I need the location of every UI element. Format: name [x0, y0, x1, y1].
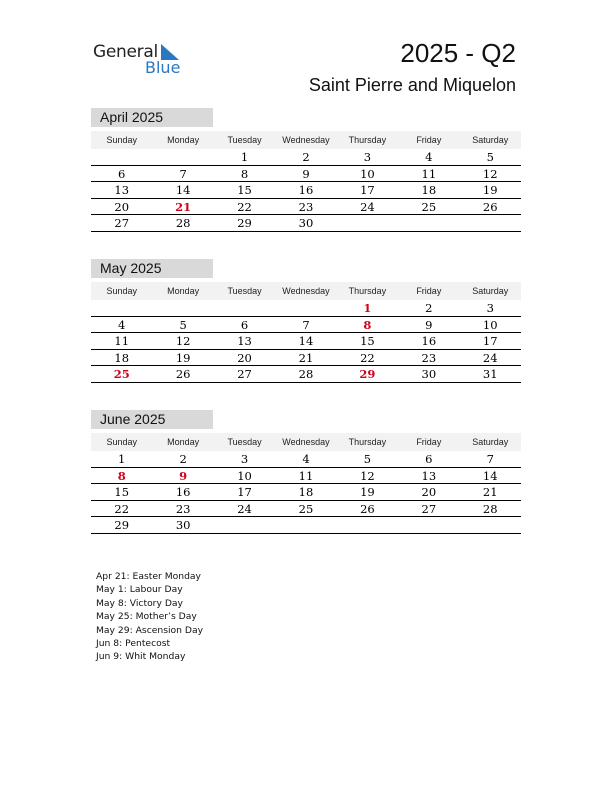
day-cell: 2 — [302, 150, 310, 164]
day-cell: 22 — [237, 199, 252, 214]
day-cell: 15 — [360, 334, 375, 349]
weekday-label: Wednesday — [282, 286, 330, 296]
day-cell — [152, 149, 213, 165]
day-cell: 5 — [363, 452, 372, 466]
day-cell: 15 — [114, 485, 130, 500]
day-cell — [91, 149, 152, 165]
holiday-note: May 1: Labour Day — [96, 584, 183, 596]
day-cell: 28 — [175, 216, 191, 231]
logo — [93, 40, 193, 80]
day-cell: 9 — [302, 166, 310, 181]
day-cell: 20 — [237, 350, 252, 365]
day-cell: 4 — [425, 150, 433, 164]
day-cell — [152, 300, 213, 316]
weekday-label: Saturday — [472, 286, 509, 296]
day-cell: 24 — [360, 199, 375, 214]
day-cell: 18 — [114, 350, 130, 365]
weekday-label: Sunday — [106, 135, 137, 145]
week-row — [91, 501, 521, 518]
weekday-header-row — [91, 282, 521, 300]
day-cell: 7 — [486, 452, 494, 466]
day-cell: 26 — [482, 199, 498, 214]
day-cell — [398, 215, 459, 231]
day-cell: 13 — [114, 183, 130, 198]
month-calendar — [91, 410, 521, 534]
weekday-label: Monday — [167, 135, 200, 145]
day-cell — [337, 517, 398, 533]
day-cell — [214, 300, 275, 316]
day-cell: 21 — [298, 350, 314, 365]
day-cell: 15 — [237, 183, 252, 198]
day-cell: 20 — [114, 199, 130, 214]
day-cell: 16 — [421, 334, 437, 349]
day-cell: 7 — [179, 166, 187, 181]
week-row — [91, 366, 521, 383]
day-cell — [91, 300, 152, 316]
day-cell — [275, 517, 336, 533]
day-cell: 12 — [175, 334, 191, 349]
month-calendar — [91, 108, 521, 232]
holiday-note: May 25: Mother’s Day — [96, 611, 197, 623]
day-cell: 31 — [482, 367, 498, 382]
day-cell: 30 — [298, 216, 314, 231]
weekday-label: Saturday — [472, 135, 509, 145]
weekday-label: Sunday — [106, 437, 137, 447]
day-cell: 4 — [118, 317, 126, 332]
day-cell: 18 — [421, 183, 437, 198]
holiday-day-cell: 8 — [117, 468, 126, 483]
day-cell: 23 — [175, 501, 191, 516]
weekday-header-row — [91, 131, 521, 149]
holiday-note: May 29: Ascension Day — [96, 624, 204, 636]
day-cell: 5 — [179, 317, 187, 332]
holiday-note: Jun 9: Whit Monday — [96, 651, 186, 663]
day-cell — [337, 215, 398, 231]
day-cell: 9 — [425, 317, 433, 332]
day-cell: 14 — [175, 183, 191, 198]
weekday-header-row — [91, 433, 521, 451]
weekday-label: Saturday — [472, 437, 509, 447]
day-cell: 27 — [114, 216, 130, 231]
day-cell — [460, 215, 521, 231]
logo-blue-text: Blue — [145, 58, 181, 77]
day-cell: 26 — [360, 501, 375, 516]
week-row — [91, 451, 521, 468]
day-cell: 10 — [360, 166, 375, 181]
holiday-note: May 8: Victory Day — [96, 597, 183, 609]
day-cell: 6 — [118, 166, 126, 181]
day-cell: 17 — [482, 334, 498, 349]
holiday-day-cell: 9 — [179, 468, 188, 483]
day-cell: 23 — [298, 199, 314, 214]
day-cell: 2 — [179, 452, 187, 466]
day-cell: 30 — [421, 367, 437, 382]
day-cell: 3 — [486, 301, 494, 315]
day-cell: 22 — [360, 350, 375, 365]
day-cell — [275, 300, 336, 316]
day-cell: 12 — [360, 468, 375, 483]
day-cell: 19 — [482, 183, 498, 198]
week-row — [91, 215, 521, 232]
day-cell: 25 — [298, 501, 314, 516]
week-row — [91, 317, 521, 334]
weekday-label: Friday — [416, 437, 442, 447]
day-cell: 25 — [421, 199, 437, 214]
day-cell: 7 — [302, 317, 310, 332]
holiday-note: Apr 21: Easter Monday — [96, 571, 201, 582]
day-cell: 11 — [114, 334, 130, 349]
day-cell: 1 — [240, 150, 249, 164]
page-title: 2025 - Q2 — [400, 38, 516, 68]
weekday-label: Tuesday — [227, 135, 262, 145]
day-cell: 27 — [421, 501, 437, 516]
day-cell: 10 — [482, 317, 498, 332]
day-cell: 5 — [486, 150, 494, 164]
day-cell: 29 — [114, 518, 130, 533]
day-cell: 11 — [421, 166, 437, 181]
weekday-label: Wednesday — [282, 437, 330, 447]
day-cell: 22 — [114, 501, 130, 516]
day-cell: 18 — [298, 485, 314, 500]
month-label: June 2025 — [91, 410, 213, 429]
holiday-day-cell: 8 — [363, 317, 372, 332]
day-cell: 28 — [482, 501, 498, 516]
day-cell: 27 — [237, 367, 252, 382]
weekday-label: Monday — [167, 437, 200, 447]
week-row — [91, 350, 521, 367]
day-cell: 11 — [298, 468, 314, 483]
day-cell: 17 — [360, 183, 375, 198]
day-cell — [398, 517, 459, 533]
week-row — [91, 199, 521, 216]
day-cell: 16 — [175, 485, 191, 500]
holiday-day-cell: 25 — [113, 367, 130, 382]
week-row — [91, 149, 521, 166]
week-row — [91, 300, 521, 317]
day-cell: 17 — [237, 485, 252, 500]
day-cell: 12 — [482, 166, 498, 181]
weekday-label: Thursday — [348, 437, 387, 447]
week-row — [91, 166, 521, 183]
weekday-label: Friday — [416, 135, 442, 145]
weekday-label: Wednesday — [282, 135, 330, 145]
week-row — [91, 468, 521, 485]
day-cell: 29 — [237, 216, 252, 231]
day-cell — [214, 517, 275, 533]
day-cell: 3 — [240, 452, 249, 466]
holiday-day-cell: 1 — [363, 301, 372, 315]
day-cell: 8 — [240, 166, 249, 181]
day-cell: 10 — [237, 468, 252, 483]
page-subtitle: Saint Pierre and Miquelon — [308, 75, 516, 95]
day-cell: 13 — [421, 468, 437, 483]
weekday-label: Friday — [416, 286, 442, 296]
week-row — [91, 333, 521, 350]
day-cell: 6 — [240, 317, 249, 332]
day-cell: 23 — [421, 350, 437, 365]
day-cell: 30 — [175, 518, 191, 533]
day-cell: 16 — [298, 183, 314, 198]
day-cell: 26 — [175, 367, 191, 382]
day-cell: 1 — [118, 452, 126, 466]
holiday-day-cell: 21 — [175, 199, 192, 214]
day-cell: 24 — [237, 501, 252, 516]
day-cell: 21 — [482, 485, 498, 500]
holiday-notes — [96, 570, 203, 664]
day-cell: 4 — [302, 452, 310, 466]
day-cell: 28 — [298, 367, 314, 382]
weekday-label: Tuesday — [227, 437, 262, 447]
day-cell: 20 — [421, 485, 437, 500]
holiday-day-cell: 29 — [359, 367, 376, 382]
day-cell: 19 — [360, 485, 375, 500]
day-cell: 19 — [175, 350, 191, 365]
day-cell: 14 — [298, 334, 314, 349]
month-label: May 2025 — [91, 259, 213, 278]
day-cell: 13 — [237, 334, 252, 349]
weekday-label: Thursday — [348, 135, 387, 145]
logo-general-text: General — [93, 42, 158, 62]
day-cell: 3 — [363, 150, 372, 164]
month-label: April 2025 — [91, 108, 213, 127]
weekday-label: Tuesday — [227, 286, 262, 296]
holiday-note: Jun 8: Pentecost — [96, 638, 171, 650]
week-row — [91, 517, 521, 534]
weekday-label: Thursday — [348, 286, 387, 296]
weekday-label: Monday — [167, 286, 200, 296]
week-row — [91, 484, 521, 501]
day-cell: 2 — [425, 301, 433, 315]
weekday-label: Sunday — [106, 286, 137, 296]
day-cell: 14 — [482, 468, 498, 483]
day-cell — [460, 517, 521, 533]
day-cell: 6 — [425, 452, 433, 466]
week-row — [91, 182, 521, 199]
month-calendar — [91, 259, 521, 383]
day-cell: 24 — [482, 350, 498, 365]
